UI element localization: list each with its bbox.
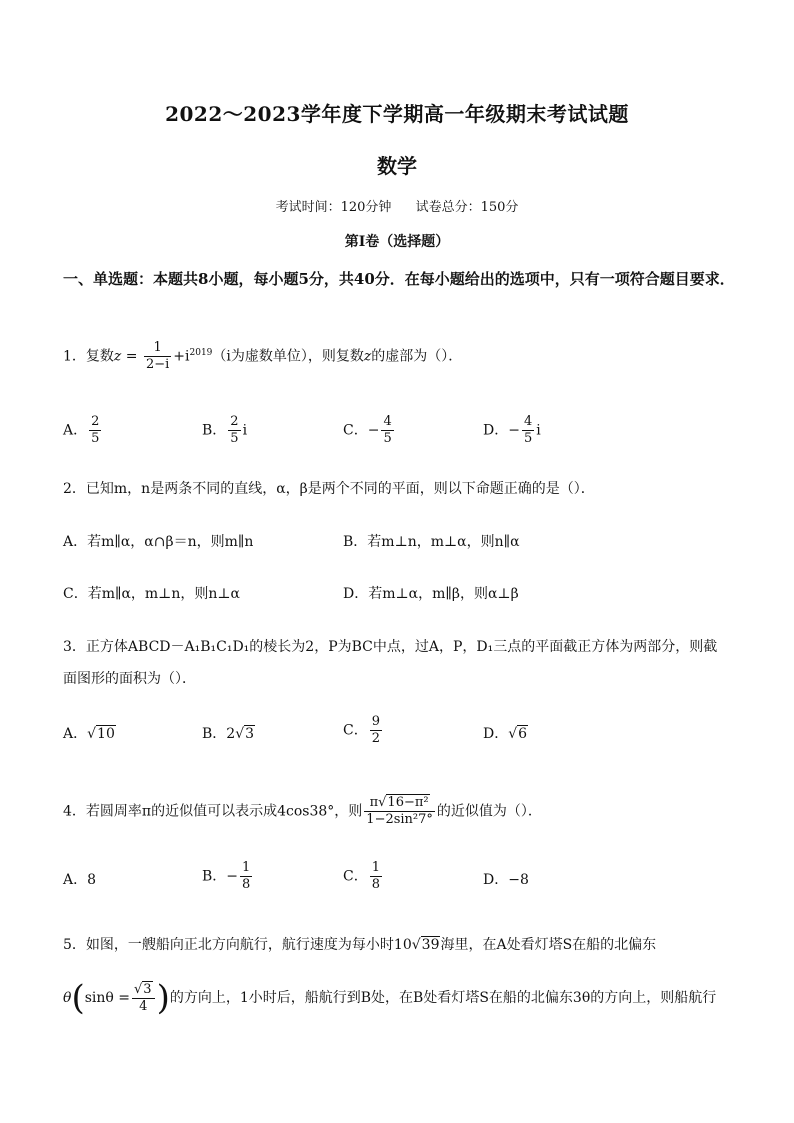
q4-opt-b-den: 8 [242,877,251,892]
q2-option-c: C．若m∥α，m⊥n，则n⊥α [63,586,241,602]
q5-theta: θ [63,990,72,1006]
q4-option-a [63,868,96,892]
q4-opt-b-label: B． [202,868,227,885]
q3-option-c [343,714,384,747]
q1-opt-b-label: B． [202,422,227,439]
q1-var: z [113,348,122,365]
q4-prefix: 4．若圆周率π的近似值可以表示成4cos38°，则 [63,803,363,820]
q5-sin-frac [132,982,155,1015]
q1-exponent: 2019 [189,348,213,358]
q1-opt-d-num: 4 [523,414,533,429]
q1-opt-a-label: A． [63,422,88,439]
q2-option-a: A．若m∥α，α∩β＝n，则m∥n [63,534,254,550]
q4-opt-d-label: D． [483,872,509,888]
q1-opt-b-frac [228,414,240,447]
q1-opt-d-den: 5 [523,431,533,446]
q5-sin-rad: 3 [143,981,152,997]
q1-number: 1． [63,348,86,365]
exam-meta [0,196,794,215]
q1-opt-a-den: 5 [91,431,100,446]
q3-opt-c-num: 9 [371,714,380,729]
q4-opt-c-den: 8 [371,877,380,892]
q1-post: （i为虚数单位），则复数 [212,348,364,365]
q5-sin-num: √3 [132,982,155,999]
question-4 [63,795,743,828]
q3-option-a: A．√10 [63,726,115,742]
q4-post: 的近似值为（）． [436,803,542,820]
q1-opt-c-sign: − [367,422,380,439]
q3-option-b: B．2√3 [202,726,255,742]
q1-opt-c-den: 5 [383,431,392,446]
q4-opt-b-num: 1 [242,860,251,875]
q1-opt-a-num: 2 [91,414,100,429]
q5-paren-left: ( [71,978,85,1018]
q1-var2: z [363,348,372,365]
q3-opt-d-rad: 6 [518,726,528,742]
q3-opt-b-coef: 2 [226,726,236,742]
question-5-line-1: 5．如图，一艘船向正北方向航行，航行速度为每小时10√39海里，在A处看灯塔S在船的北偏东 [63,937,657,953]
question-1 [63,338,743,373]
subject-title: 数学 [377,154,417,178]
q5-line1-prefix: 5．如图，一艘船向正北方向航行，航行速度为每小时10 [63,937,412,953]
q1-option-a [63,414,103,447]
q3-opt-a-rad: 10 [97,726,115,742]
q4-frac-num: π√16−π² [364,795,435,812]
question-2: 2．已知m，n是两条不同的直线，α，β是两个不同的平面，则以下命题正确的是（）． [63,481,595,497]
q4-opt-c-frac [370,860,382,893]
question-3-line-2: 面图形的面积为（）． [63,671,196,687]
q4-fraction [364,795,435,828]
q5-line1-rad: 39 [421,937,440,953]
q1-opt-d-label: D． [483,422,509,439]
q1-tail: 的虚部为（）． [371,348,463,365]
q1-opt-b-suffix: i [242,422,248,439]
q5-sin-den: 4 [139,998,148,1014]
q1-eq: = [121,348,142,365]
q2-option-d: D．若m⊥α，m∥β，则α⊥β [343,586,519,602]
q1-frac-den: 2−i [145,357,170,373]
q1-opt-c-frac [381,414,393,447]
q2-option-b: B．若m⊥n，m⊥α，则n∥α [343,534,520,550]
q5-sin-text: sinθ = [84,990,130,1006]
q1-opt-a-frac [89,414,101,447]
volume-heading: 第Ⅰ卷（选择题） [344,234,450,250]
q1-option-c [343,414,396,447]
q4-opt-a-value: 8 [87,872,97,888]
q1-opt-c-label: C． [343,422,368,439]
q1-opt-c-num: 4 [383,414,392,429]
q1-opt-d-frac [522,414,534,447]
q3-opt-d-label: D． [483,726,509,742]
q4-opt-d-value: −8 [508,872,529,888]
q1-opt-b-num: 2 [230,414,239,429]
q4-opt-c-num: 1 [371,860,380,875]
q3-option-d: D．√6 [483,726,528,742]
q4-opt-b-sign: − [226,868,239,885]
exam-title: 2022～2023学年度下学期高一年级期末考试试题 [165,102,629,126]
q1-opt-d-suffix: i [536,422,541,439]
q4-opt-a-label: A． [63,872,88,888]
q3-opt-b-label: B． [202,726,227,742]
question-3-line-1: 3．正方体ABCD－A₁B₁C₁D₁的棱长为2，P为BC中点，过A，P，D₁三点的平面截正方体为两部分，则截 [63,639,718,655]
q4-option-c [343,860,384,893]
q4-option-b [202,860,254,893]
section-heading: 一、单选题：本题共8小题，每小题5分，共40分．在每小题给出的选项中，只有一项符合题目要求． [63,270,735,288]
q4-opt-c-label: C． [343,868,368,885]
q4-frac-den: 1−2sin²7° [366,812,433,827]
q1-option-d [483,414,541,447]
q5-line1-post: 海里，在A处看灯塔S在船的北偏东 [440,937,657,953]
q1-prefix: 复数 [85,348,114,365]
q4-option-d [483,868,529,892]
q5-paren-right: ) [156,978,170,1018]
q1-opt-d-sign: − [508,422,520,439]
exam-score: 试卷总分：150分 [415,200,519,215]
q1-frac-num: 1 [144,340,171,357]
q3-opt-c-label: C． [343,722,368,739]
q4-opt-b-frac [240,860,252,893]
q3-opt-a-label: A． [63,726,88,742]
q4-num-rad: 16−π² [387,795,429,810]
exam-time: 考试时间：120分钟 [275,200,392,215]
q3-opt-b-rad: 3 [245,726,255,742]
q1-plus: +i [173,348,190,365]
question-5-line-2 [63,978,743,1018]
q1-opt-b-den: 5 [230,431,239,446]
q1-fraction [144,340,171,373]
q3-opt-c-frac [370,714,382,747]
q5-line2-post: 的方向上，1小时后，船航行到B处，在B处看灯塔S在船的北偏东3θ的方向上，则船航行 [169,990,717,1006]
q1-option-b [202,414,247,447]
q3-opt-c-den: 2 [371,731,380,746]
q4-num-pi: π [369,795,379,810]
